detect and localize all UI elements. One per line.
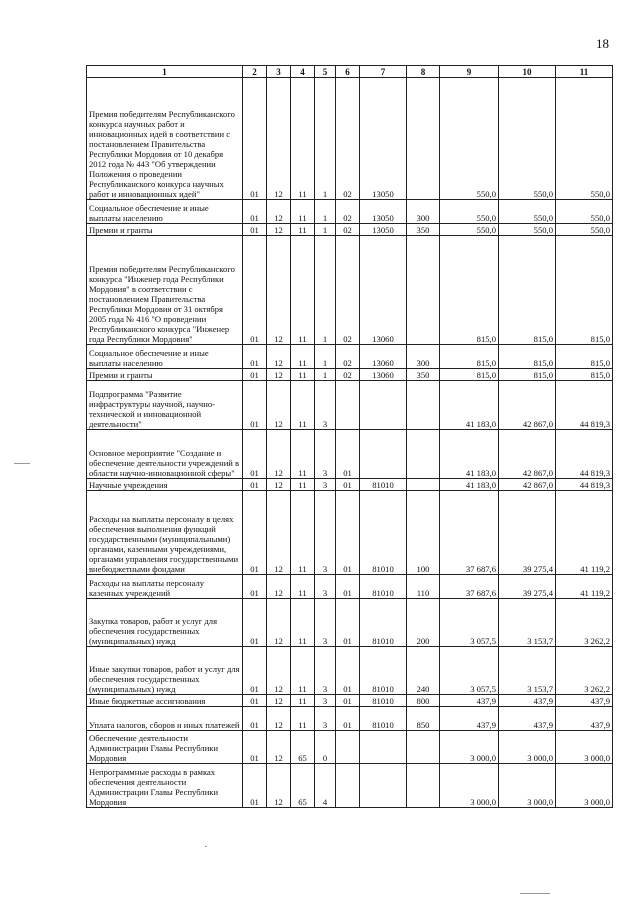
cell-c4: 11 bbox=[291, 707, 315, 731]
cell-c5: 1 bbox=[315, 224, 336, 236]
cell-c9: 3 057,5 bbox=[440, 647, 499, 695]
column-header: 8 bbox=[407, 66, 440, 78]
cell-c6: 02 bbox=[336, 236, 360, 345]
table-row bbox=[87, 224, 613, 236]
cell-c2: 01 bbox=[243, 369, 267, 381]
cell-c10: 815,0 bbox=[499, 236, 556, 345]
cell-c6: 01 bbox=[336, 479, 360, 491]
column-header: 5 bbox=[315, 66, 336, 78]
cell-c7: 81010 bbox=[360, 479, 407, 491]
cell-c8: 800 bbox=[407, 695, 440, 707]
cell-c3: 12 bbox=[267, 695, 291, 707]
table-row bbox=[87, 200, 613, 224]
row-name: Уплата налогов, сборов и иных платежей bbox=[87, 707, 243, 731]
scan-mark bbox=[14, 463, 30, 464]
cell-c7: 81010 bbox=[360, 707, 407, 731]
cell-c6 bbox=[336, 764, 360, 808]
cell-c10: 550,0 bbox=[499, 200, 556, 224]
cell-c10: 3 000,0 bbox=[499, 731, 556, 764]
cell-c11: 3 000,0 bbox=[556, 731, 613, 764]
table-row bbox=[87, 236, 613, 345]
cell-c4: 11 bbox=[291, 369, 315, 381]
cell-c2: 01 bbox=[243, 236, 267, 345]
cell-c8: 350 bbox=[407, 224, 440, 236]
cell-c11: 44 819,3 bbox=[556, 479, 613, 491]
table-row bbox=[87, 369, 613, 381]
cell-c5: 1 bbox=[315, 200, 336, 224]
row-name: Иные закупки товаров, работ и услуг для обеспечения государственных (муниципальных) нужд bbox=[87, 647, 243, 695]
cell-c6: 02 bbox=[336, 369, 360, 381]
cell-c9: 37 687,6 bbox=[440, 491, 499, 575]
table-row bbox=[87, 695, 613, 707]
cell-c4: 11 bbox=[291, 647, 315, 695]
cell-c11: 3 000,0 bbox=[556, 764, 613, 808]
cell-c5: 3 bbox=[315, 479, 336, 491]
cell-c2: 01 bbox=[243, 707, 267, 731]
cell-c7: 81010 bbox=[360, 647, 407, 695]
cell-c11: 41 119,2 bbox=[556, 491, 613, 575]
cell-c5: 1 bbox=[315, 78, 336, 200]
cell-c3: 12 bbox=[267, 381, 291, 430]
row-name: Расходы на выплаты персоналу в целях обеспечения выполнения функций государственными (муниципальными) органами, казенными учреждениями, органами управления государственными внебюджетными фондами bbox=[87, 491, 243, 575]
cell-c4: 65 bbox=[291, 764, 315, 808]
cell-c11: 550,0 bbox=[556, 200, 613, 224]
cell-c11: 550,0 bbox=[556, 224, 613, 236]
cell-c4: 11 bbox=[291, 224, 315, 236]
cell-c10: 437,9 bbox=[499, 707, 556, 731]
row-name: Научные учреждения bbox=[87, 479, 243, 491]
row-name: Премии и гранты bbox=[87, 224, 243, 236]
cell-c9: 3 000,0 bbox=[440, 764, 499, 808]
cell-c11: 815,0 bbox=[556, 369, 613, 381]
cell-c5: 1 bbox=[315, 236, 336, 345]
cell-c10: 42 867,0 bbox=[499, 381, 556, 430]
cell-c4: 11 bbox=[291, 345, 315, 369]
cell-c8: 850 bbox=[407, 707, 440, 731]
row-name: Социальное обеспечение и иные выплаты населению bbox=[87, 200, 243, 224]
cell-c10: 815,0 bbox=[499, 369, 556, 381]
cell-c6: 01 bbox=[336, 695, 360, 707]
cell-c11: 3 262,2 bbox=[556, 599, 613, 647]
table-header-row bbox=[87, 66, 613, 78]
cell-c2: 01 bbox=[243, 479, 267, 491]
cell-c9: 3 000,0 bbox=[440, 731, 499, 764]
cell-c7: 13060 bbox=[360, 369, 407, 381]
row-name: Иные бюджетные ассигнования bbox=[87, 695, 243, 707]
cell-c5: 3 bbox=[315, 599, 336, 647]
cell-c3: 12 bbox=[267, 430, 291, 479]
cell-c5: 3 bbox=[315, 491, 336, 575]
cell-c7: 81010 bbox=[360, 599, 407, 647]
scan-mark bbox=[205, 846, 207, 847]
cell-c6 bbox=[336, 731, 360, 764]
cell-c6: 02 bbox=[336, 200, 360, 224]
table-row bbox=[87, 78, 613, 200]
table-row bbox=[87, 479, 613, 491]
cell-c8: 110 bbox=[407, 575, 440, 599]
cell-c6: 02 bbox=[336, 345, 360, 369]
cell-c9: 437,9 bbox=[440, 695, 499, 707]
cell-c2: 01 bbox=[243, 647, 267, 695]
cell-c4: 11 bbox=[291, 491, 315, 575]
column-header: 6 bbox=[336, 66, 360, 78]
cell-c5: 3 bbox=[315, 430, 336, 479]
column-header: 9 bbox=[440, 66, 499, 78]
cell-c6: 01 bbox=[336, 707, 360, 731]
cell-c11: 550,0 bbox=[556, 78, 613, 200]
cell-c10: 42 867,0 bbox=[499, 479, 556, 491]
row-name: Подпрограмма "Развитие инфраструктуры научной, научно-технической и инновационной деятельности" bbox=[87, 381, 243, 430]
cell-c8: 300 bbox=[407, 200, 440, 224]
row-name: Премии и гранты bbox=[87, 369, 243, 381]
row-name: Обеспечение деятельности Администрации Главы Республики Мордовия bbox=[87, 731, 243, 764]
cell-c3: 12 bbox=[267, 491, 291, 575]
cell-c11: 3 262,2 bbox=[556, 647, 613, 695]
cell-c2: 01 bbox=[243, 200, 267, 224]
cell-c8: 100 bbox=[407, 491, 440, 575]
cell-c7 bbox=[360, 731, 407, 764]
cell-c6: 02 bbox=[336, 224, 360, 236]
cell-c6 bbox=[336, 381, 360, 430]
cell-c3: 12 bbox=[267, 599, 291, 647]
cell-c9: 41 183,0 bbox=[440, 479, 499, 491]
cell-c11: 41 119,2 bbox=[556, 575, 613, 599]
cell-c4: 65 bbox=[291, 731, 315, 764]
cell-c11: 437,9 bbox=[556, 707, 613, 731]
cell-c4: 11 bbox=[291, 78, 315, 200]
row-name: Закупка товаров, работ и услуг для обеспечения государственных (муниципальных) нужд bbox=[87, 599, 243, 647]
cell-c3: 12 bbox=[267, 200, 291, 224]
cell-c4: 11 bbox=[291, 430, 315, 479]
cell-c9: 550,0 bbox=[440, 78, 499, 200]
cell-c10: 3 153,7 bbox=[499, 599, 556, 647]
cell-c10: 437,9 bbox=[499, 695, 556, 707]
cell-c3: 12 bbox=[267, 764, 291, 808]
column-header: 11 bbox=[556, 66, 613, 78]
cell-c9: 550,0 bbox=[440, 224, 499, 236]
cell-c3: 12 bbox=[267, 647, 291, 695]
cell-c9: 815,0 bbox=[440, 236, 499, 345]
cell-c4: 11 bbox=[291, 200, 315, 224]
column-header: 3 bbox=[267, 66, 291, 78]
cell-c8: 240 bbox=[407, 647, 440, 695]
cell-c7 bbox=[360, 381, 407, 430]
cell-c8 bbox=[407, 430, 440, 479]
budget-table bbox=[86, 65, 613, 808]
cell-c9: 815,0 bbox=[440, 369, 499, 381]
cell-c3: 12 bbox=[267, 575, 291, 599]
cell-c8: 300 bbox=[407, 345, 440, 369]
cell-c8 bbox=[407, 78, 440, 200]
cell-c5: 1 bbox=[315, 369, 336, 381]
cell-c5: 3 bbox=[315, 575, 336, 599]
cell-c6: 01 bbox=[336, 430, 360, 479]
cell-c2: 01 bbox=[243, 381, 267, 430]
cell-c5: 1 bbox=[315, 345, 336, 369]
cell-c10: 550,0 bbox=[499, 224, 556, 236]
cell-c10: 39 275,4 bbox=[499, 491, 556, 575]
cell-c2: 01 bbox=[243, 224, 267, 236]
cell-c9: 550,0 bbox=[440, 200, 499, 224]
table-row bbox=[87, 430, 613, 479]
cell-c3: 12 bbox=[267, 224, 291, 236]
cell-c3: 12 bbox=[267, 479, 291, 491]
cell-c2: 01 bbox=[243, 695, 267, 707]
cell-c2: 01 bbox=[243, 599, 267, 647]
row-name: Социальное обеспечение и иные выплаты населению bbox=[87, 345, 243, 369]
cell-c5: 3 bbox=[315, 707, 336, 731]
cell-c6: 01 bbox=[336, 647, 360, 695]
cell-c2: 01 bbox=[243, 491, 267, 575]
cell-c8 bbox=[407, 236, 440, 345]
cell-c3: 12 bbox=[267, 236, 291, 345]
cell-c6: 01 bbox=[336, 575, 360, 599]
row-name: Основное мероприятие "Создание и обеспечение деятельности учреждений в области научно-инновационной сферы" bbox=[87, 430, 243, 479]
cell-c5: 0 bbox=[315, 731, 336, 764]
cell-c7: 13050 bbox=[360, 78, 407, 200]
cell-c10: 42 867,0 bbox=[499, 430, 556, 479]
cell-c8 bbox=[407, 479, 440, 491]
cell-c2: 01 bbox=[243, 78, 267, 200]
cell-c7: 13050 bbox=[360, 200, 407, 224]
cell-c11: 437,9 bbox=[556, 695, 613, 707]
row-name: Премия победителям Республиканского конкурса научных работ и инновационных идей в соответствии с постановлением Правительства Республики Мордовия от 10 декабря 2012 года № 443 "Об утверждении Положения о проведении Республиканского конкурса научных работ и инновационных идей" bbox=[87, 78, 243, 200]
cell-c11: 815,0 bbox=[556, 345, 613, 369]
cell-c4: 11 bbox=[291, 695, 315, 707]
cell-c7: 81010 bbox=[360, 695, 407, 707]
table-row bbox=[87, 381, 613, 430]
cell-c9: 815,0 bbox=[440, 345, 499, 369]
cell-c8 bbox=[407, 731, 440, 764]
cell-c4: 11 bbox=[291, 381, 315, 430]
cell-c5: 3 bbox=[315, 695, 336, 707]
cell-c7: 13050 bbox=[360, 224, 407, 236]
cell-c6: 01 bbox=[336, 491, 360, 575]
cell-c10: 3 153,7 bbox=[499, 647, 556, 695]
cell-c10: 39 275,4 bbox=[499, 575, 556, 599]
cell-c7: 81010 bbox=[360, 575, 407, 599]
cell-c5: 4 bbox=[315, 764, 336, 808]
table-row bbox=[87, 707, 613, 731]
cell-c7: 13060 bbox=[360, 345, 407, 369]
cell-c11: 44 819,3 bbox=[556, 430, 613, 479]
column-header: 1 bbox=[87, 66, 243, 78]
cell-c6: 02 bbox=[336, 78, 360, 200]
table-row bbox=[87, 345, 613, 369]
table-row bbox=[87, 599, 613, 647]
cell-c10: 550,0 bbox=[499, 78, 556, 200]
scan-mark bbox=[520, 893, 550, 894]
cell-c9: 41 183,0 bbox=[440, 430, 499, 479]
cell-c9: 3 057,5 bbox=[440, 599, 499, 647]
cell-c7 bbox=[360, 430, 407, 479]
cell-c11: 44 819,3 bbox=[556, 381, 613, 430]
cell-c8 bbox=[407, 764, 440, 808]
column-header: 10 bbox=[499, 66, 556, 78]
cell-c8 bbox=[407, 381, 440, 430]
cell-c3: 12 bbox=[267, 345, 291, 369]
table-row bbox=[87, 647, 613, 695]
cell-c3: 12 bbox=[267, 707, 291, 731]
row-name: Непрограммные расходы в рамках обеспечения деятельности Администрации Главы Республики Мордовия bbox=[87, 764, 243, 808]
cell-c4: 11 bbox=[291, 479, 315, 491]
cell-c9: 41 183,0 bbox=[440, 381, 499, 430]
cell-c4: 11 bbox=[291, 236, 315, 345]
cell-c2: 01 bbox=[243, 575, 267, 599]
cell-c9: 437,9 bbox=[440, 707, 499, 731]
cell-c2: 01 bbox=[243, 731, 267, 764]
cell-c3: 12 bbox=[267, 369, 291, 381]
cell-c8: 200 bbox=[407, 599, 440, 647]
cell-c10: 3 000,0 bbox=[499, 764, 556, 808]
cell-c10: 815,0 bbox=[499, 345, 556, 369]
cell-c2: 01 bbox=[243, 764, 267, 808]
column-header: 2 bbox=[243, 66, 267, 78]
cell-c7: 81010 bbox=[360, 491, 407, 575]
row-name: Премия победителям Республиканского конкурса "Инженер года Республики Мордовия" в соответствии с постановлением Правительства Республики Мордовия от 31 октября 2005 года № 416 "О проведении Республиканского конкурса "Инженер года Республики Мордовия" bbox=[87, 236, 243, 345]
cell-c4: 11 bbox=[291, 599, 315, 647]
table-row bbox=[87, 764, 613, 808]
table-row bbox=[87, 731, 613, 764]
table-row bbox=[87, 575, 613, 599]
cell-c7: 13060 bbox=[360, 236, 407, 345]
cell-c11: 815,0 bbox=[556, 236, 613, 345]
cell-c4: 11 bbox=[291, 575, 315, 599]
cell-c2: 01 bbox=[243, 345, 267, 369]
cell-c7 bbox=[360, 764, 407, 808]
cell-c5: 3 bbox=[315, 381, 336, 430]
cell-c5: 3 bbox=[315, 647, 336, 695]
page-number: 18 bbox=[596, 36, 609, 51]
column-header: 7 bbox=[360, 66, 407, 78]
cell-c9: 37 687,6 bbox=[440, 575, 499, 599]
cell-c3: 12 bbox=[267, 78, 291, 200]
table-row bbox=[87, 491, 613, 575]
row-name: Расходы на выплаты персоналу казенных учреждений bbox=[87, 575, 243, 599]
column-header: 4 bbox=[291, 66, 315, 78]
cell-c8: 350 bbox=[407, 369, 440, 381]
cell-c2: 01 bbox=[243, 430, 267, 479]
cell-c3: 12 bbox=[267, 731, 291, 764]
cell-c6: 01 bbox=[336, 599, 360, 647]
